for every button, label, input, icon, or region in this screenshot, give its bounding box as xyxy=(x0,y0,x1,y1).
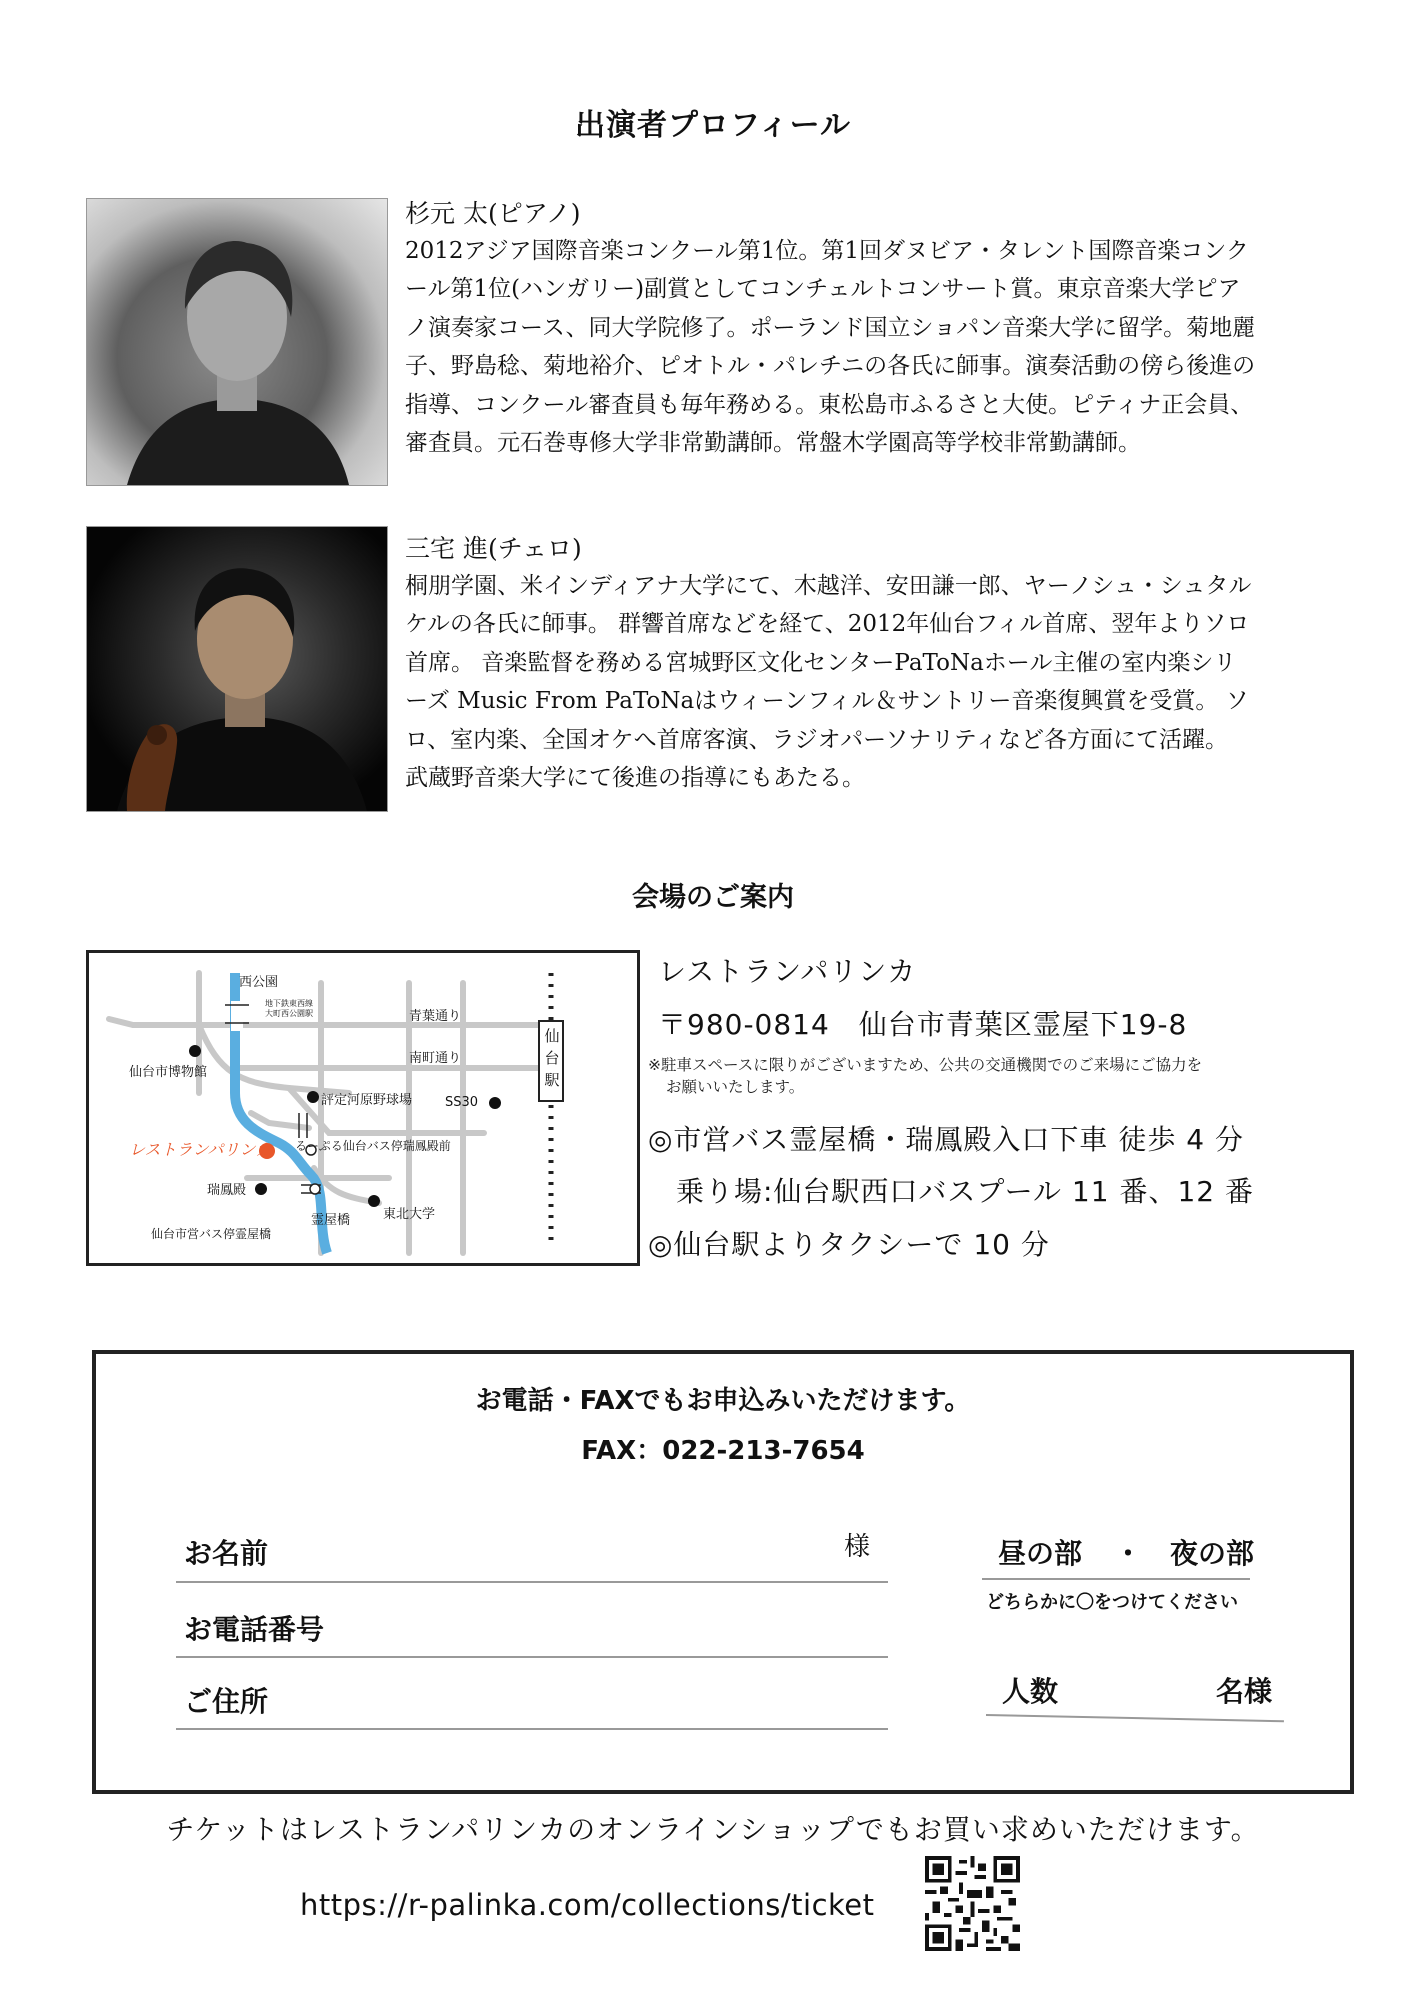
map-label-ss30: SS30 xyxy=(445,1095,479,1110)
map-label-museum: 仙台市博物館 xyxy=(129,1065,208,1080)
bio-line: ーズ Music From PaToNaはウィーンフィル＆サントリー音楽復興賞を受賞。 ソ xyxy=(405,688,1249,715)
session-day-option[interactable]: 昼の部 xyxy=(998,1537,1083,1570)
station-char: 仙 xyxy=(544,1027,560,1045)
ticket-url[interactable]: https://r-palinka.com/collections/ticket xyxy=(300,1888,875,1922)
cellist-name: 三宅 進(チェロ) xyxy=(405,534,582,563)
address-field[interactable] xyxy=(176,1728,888,1730)
cellist-photo xyxy=(86,526,388,812)
map-label-sendai-station xyxy=(544,1025,560,1091)
bio-line: 審査員。元石巻専修大学非常勤講師。常盤木学園高等学校非常勤講師。 xyxy=(405,430,1141,457)
map-label-city-bus-stop: 仙台市営バス停霊屋橋 xyxy=(151,1227,272,1241)
map-label-nishikoen: 西公園 xyxy=(239,975,279,990)
map-label-otamaya-bridge: 霊屋橋 xyxy=(311,1213,351,1228)
order-form xyxy=(92,1350,1354,1794)
venue-map xyxy=(86,950,640,1266)
session-night-option[interactable]: 夜の部 xyxy=(1170,1537,1255,1570)
access-taxi: ◎仙台駅よりタクシーで 10 分 xyxy=(648,1228,1050,1261)
bio-line: 子、野島稔、菊地裕介、ピオトル・パレチニの各氏に師事。演奏活動の傍ら後進の xyxy=(405,353,1256,380)
parking-note-line: ※駐車スペースに限りがございますため、公共の交通機関でのご来場にご協力を xyxy=(648,1056,1203,1074)
name-label: お名前 xyxy=(184,1537,269,1570)
parking-note xyxy=(648,1054,1202,1098)
bio-line: ケルの各氏に師事。 群響首席などを経て、2012年仙台フィル首席、翌年よりソロ xyxy=(405,611,1250,638)
page-title: 出演者プロフィール xyxy=(575,108,851,143)
phone-field[interactable] xyxy=(176,1656,888,1658)
map-label-hyojo: 評定河原野球場 xyxy=(321,1093,413,1108)
fax-number: FAX：022-213-7654 xyxy=(581,1436,865,1466)
venue-name: レストランパリンカ xyxy=(658,955,917,988)
pianist-bio xyxy=(405,232,1365,462)
bio-line: 2012アジア国際音楽コンクール第1位。第1回ダヌビア・タレント国際音楽コンク xyxy=(405,238,1249,264)
count-unit: 名様 xyxy=(1216,1675,1273,1708)
map-label-subway-station: 大町西公園駅 xyxy=(265,1009,313,1018)
form-heading: お電話・FAXでもお申込みいただけます。 xyxy=(475,1386,971,1416)
phone-label: お電話番号 xyxy=(184,1613,325,1646)
map-label-loople: るーぷる仙台バス停瑞鳳殿前 xyxy=(295,1139,451,1153)
count-field[interactable] xyxy=(986,1714,1284,1722)
bio-line: 首席。 音楽監督を務める宮城野区文化センターPaToNaホール主催の室内楽シリ xyxy=(405,649,1237,676)
bio-line: 指導、コンクール審査員も毎年務める。東松島市ふるさと大使。ピティナ正会員、 xyxy=(405,391,1254,418)
venue-title: 会場のご案内 xyxy=(632,882,794,913)
sama-label: 様 xyxy=(844,1532,871,1562)
session-instruction: どちらかに〇をつけてください xyxy=(986,1592,1238,1613)
cellist-bio xyxy=(405,567,1365,797)
name-field[interactable] xyxy=(176,1581,888,1583)
map-label-minamimachi-dori: 南町通り xyxy=(409,1051,462,1066)
address-label: ご住所 xyxy=(184,1685,269,1718)
station-char: 駅 xyxy=(544,1071,560,1089)
access-bus: ◎市営バス霊屋橋・瑞鳳殿入口下車 徒歩 4 分 xyxy=(648,1123,1244,1156)
map-label-zuihoden: 瑞鳳殿 xyxy=(207,1183,247,1198)
map-label-subway xyxy=(265,999,313,1019)
map-label-tohoku-univ: 東北大学 xyxy=(383,1207,436,1222)
session-underline xyxy=(982,1578,1250,1580)
map-restaurant-logo: レストランパリンカ xyxy=(129,1140,272,1159)
station-char: 台 xyxy=(544,1049,560,1067)
bio-line: ール第1位(ハンガリー)副賞としてコンチェルトコンサート賞。東京音楽大学ピア xyxy=(405,276,1241,303)
parking-note-line: お願いいたします。 xyxy=(666,1078,805,1096)
bio-line: ロ、室内楽、全国オケへ首席客演、ラジオパーソナリティなど各方面にて活躍。 xyxy=(405,726,1228,753)
venue-address: 〒980-0814 仙台市青葉区霊屋下19-8 xyxy=(658,1008,1188,1041)
count-label: 人数 xyxy=(1002,1675,1059,1708)
pianist-name: 杉元 太(ピアノ) xyxy=(405,199,581,228)
map-label-aoba-dori: 青葉通り xyxy=(409,1009,462,1024)
qr-code[interactable] xyxy=(925,1856,1020,1951)
bio-line: 武蔵野音楽大学にて後進の指導にもあたる。 xyxy=(405,765,865,792)
map-label-subway-line: 地下鉄東西線 xyxy=(265,999,313,1008)
bio-line: 桐朋学園、米インディアナ大学にて、木越洋、安田謙一郎、ヤーノシュ・シュタル xyxy=(405,573,1252,599)
pianist-photo xyxy=(86,198,388,486)
session-separator: ・ xyxy=(1114,1537,1143,1570)
online-shop-note: チケットはレストランパリンカのオンラインショップでもお買い求めいただけます。 xyxy=(166,1813,1260,1846)
bio-line: ノ演奏家コース、同大学院修了。ポーランド国立ショパン音楽大学に留学。菊地麗 xyxy=(405,314,1256,341)
access-bus-stop: 乗り場:仙台駅西口バスプール 11 番、12 番 xyxy=(676,1175,1254,1208)
